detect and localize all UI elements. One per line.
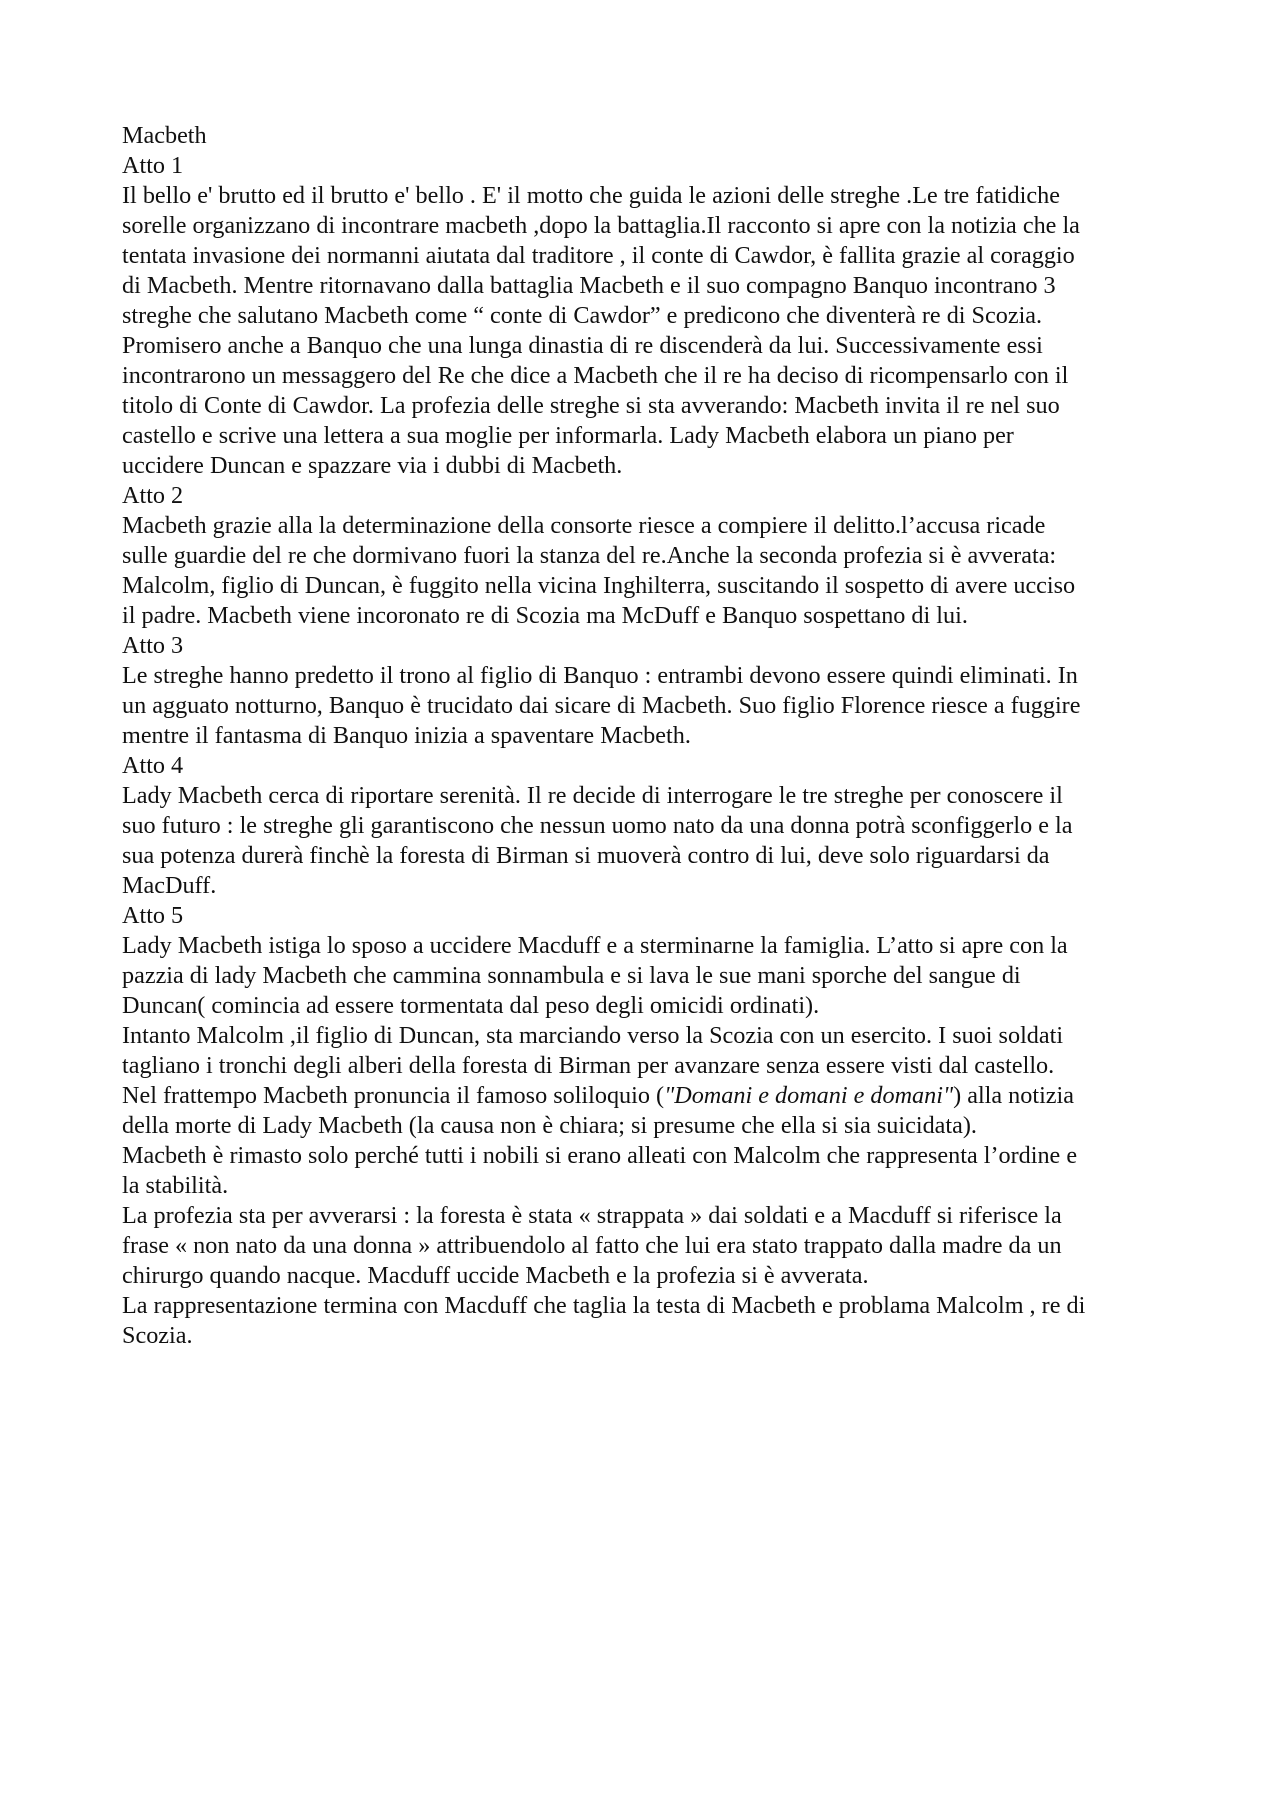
text-line: il padre. Macbeth viene incoronato re di Scozia ma McDuff e Banquo sospettano di lui. [122,602,968,629]
soliloquy-before: Nel frattempo Macbeth pronuncia il famoso soliloquio ( [122,1082,665,1109]
act-3-paragraph [122,661,1172,751]
text-line: pazzia di lady Macbeth che cammina sonnambula e si lava le sue mani sporche del sangue di [122,962,1021,989]
act-2-paragraph [122,511,1172,631]
text-line: La profezia sta per avverarsi : la foresta è stata « strappata » dai soldati e a Macduff si riferisce la [122,1202,1062,1229]
text-line: Il bello e' brutto ed il brutto e' bello . E' il motto che guida le azioni delle streghe .Le tre fatidiche [122,182,1060,209]
text-line: la stabilità. [122,1172,229,1199]
soliloquy-after: ) alla notizia [953,1082,1075,1109]
act-4-paragraph [122,781,1172,901]
act-5-paragraph-4 [122,1201,1172,1291]
text-line: della morte di Lady Macbeth (la causa non è chiara; si presume che ella si sia suicidata). [122,1112,977,1139]
text-line: suo futuro : le streghe gli garantiscono che nessun uomo nato da una donna potrà sconfiggerlo e la [122,812,1073,839]
act-5-paragraph-3 [122,1141,1172,1201]
text-line: mentre il fantasma di Banquo inizia a spaventare Macbeth. [122,722,691,749]
document-page [122,121,1172,1351]
text-line: titolo di Conte di Cawdor. La profezia delle streghe si sta avverando: Macbeth invita il re nel suo [122,392,1060,419]
act-1-heading: Atto 1 [122,152,184,179]
act-5-paragraph-soliloquy [122,1081,1172,1141]
text-line: Lady Macbeth cerca di riportare serenità. Il re decide di interrogare le tre streghe per conoscere il [122,782,1063,809]
text-line: uccidere Duncan e spazzare via i dubbi di Macbeth. [122,452,623,479]
act-4-heading: Atto 4 [122,752,184,779]
act-5-paragraph-5 [122,1291,1172,1351]
text-line: castello e scrive una lettera a sua moglie per informarla. Lady Macbeth elabora un piano per [122,422,1014,449]
text-line: di Macbeth. Mentre ritornavano dalla battaglia Macbeth e il suo compagno Banquo incontrano 3 [122,272,1056,299]
text-line: Malcolm, figlio di Duncan, è fuggito nella vicina Inghilterra, suscitando il sospetto di avere ucciso [122,572,1076,599]
act-5-heading: Atto 5 [122,902,184,929]
text-line: tentata invasione dei normanni aiutata dal traditore , il conte di Cawdor, è fallita grazie al coraggio [122,242,1075,269]
text-line: sorelle organizzano di incontrare macbeth ,dopo la battaglia.Il racconto si apre con la notizia che la [122,212,1080,239]
act-5-paragraph-1 [122,931,1172,1021]
act-1-paragraph [122,181,1172,481]
text-line: un agguato notturno, Banquo è trucidato dai sicare di Macbeth. Suo figlio Florence riesce a fuggire [122,692,1081,719]
text-line: Le streghe hanno predetto il trono al figlio di Banquo : entrambi devono essere quindi eliminati. In [122,662,1078,689]
text-line: MacDuff. [122,872,217,899]
text-line: sulle guardie del re che dormivano fuori la stanza del re.Anche la seconda profezia si è avverata: [122,542,1057,569]
act-5-paragraph-2 [122,1021,1172,1081]
document-title: Macbeth [122,122,207,149]
text-line: Macbeth è rimasto solo perché tutti i nobili si erano alleati con Malcolm che rappresenta l’ordine e [122,1142,1078,1169]
text-line: incontrarono un messaggero del Re che dice a Macbeth che il re ha deciso di ricompensarlo con il [122,362,1069,389]
text-line: frase « non nato da una donna » attribuendolo al fatto che lui era stato trappato dalla madre da un [122,1232,1062,1259]
text-line: Macbeth grazie alla la determinazione della consorte riesce a compiere il delitto.l’accusa ricade [122,512,1046,539]
text-line: tagliano i tronchi degli alberi della foresta di Birman per avanzare senza essere visti dal castello. [122,1052,1055,1079]
text-line: Lady Macbeth istiga lo sposo a uccidere Macduff e a sterminarne la famiglia. L’atto si apre con la [122,932,1068,959]
text-line: Intanto Malcolm ,il figlio di Duncan, sta marciando verso la Scozia con un esercito. I suoi soldati [122,1022,1064,1049]
text-line: Promisero anche a Banquo che una lunga dinastia di re discenderà da lui. Successivamente essi [122,332,1043,359]
soliloquy-quote: "Domani e domani e domani" [664,1082,954,1109]
text-line: La rappresentazione termina con Macduff che taglia la testa di Macbeth e problama Malcolm , re di [122,1292,1086,1319]
text-line: Duncan( comincia ad essere tormentata dal peso degli omicidi ordinati). [122,992,820,1019]
text-line: sua potenza durerà finchè la foresta di Birman si muoverà contro di lui, deve solo riguardarsi da [122,842,1050,869]
text-line: Scozia. [122,1322,193,1349]
text-line-soliloquy [122,1081,1172,1111]
act-3-heading: Atto 3 [122,632,184,659]
act-2-heading: Atto 2 [122,482,184,509]
text-line: chirurgo quando nacque. Macduff uccide Macbeth e la profezia si è avverata. [122,1262,869,1289]
text-line: streghe che salutano Macbeth come “ conte di Cawdor” e predicono che diventerà re di Scozia. [122,302,1043,329]
